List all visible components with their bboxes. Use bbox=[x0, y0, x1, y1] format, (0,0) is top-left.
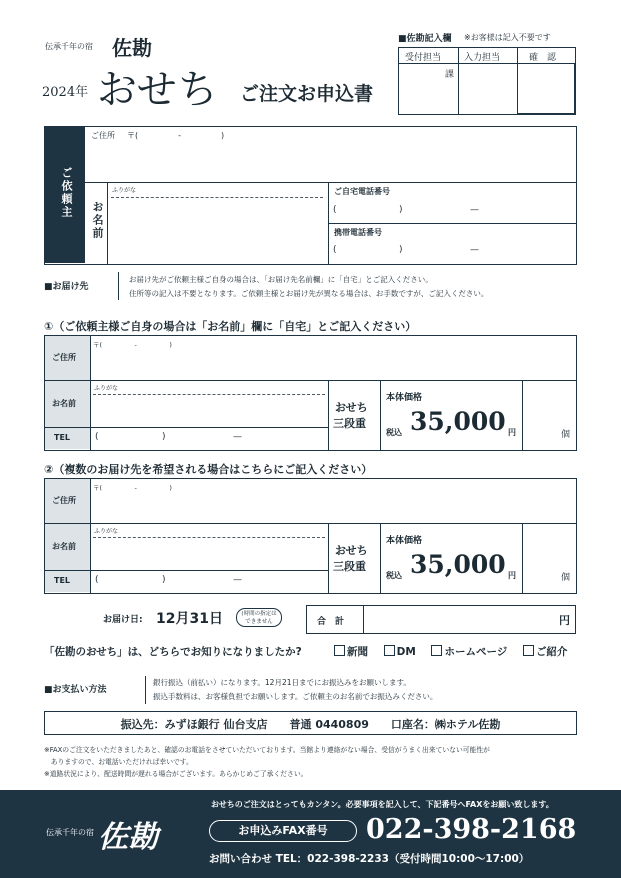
r1-name-field[interactable] bbox=[92, 396, 326, 426]
r2-price: 35,000 bbox=[410, 550, 506, 579]
payment-label: ■お支払い方法 bbox=[44, 685, 107, 695]
office-note: ※お客様は記入不要です bbox=[464, 33, 551, 42]
r2-product-2: 三段重 bbox=[333, 560, 366, 573]
home-phone-open: ( bbox=[333, 205, 337, 215]
r2-tel-label: TEL bbox=[54, 576, 71, 585]
r1-tel-open: ( bbox=[95, 432, 99, 442]
recipient1-box bbox=[44, 335, 577, 451]
r2-quantity-field[interactable] bbox=[524, 525, 559, 590]
survey-option-homepage[interactable]: ホームページ bbox=[431, 646, 507, 658]
r1-furigana: ふりがな bbox=[94, 385, 119, 392]
delivery-note-2: 住所等の記入は不要となります。ご依頼主様とお届け先が異なる場合は、お手数ですが、ご記入ください。 bbox=[129, 289, 489, 298]
total-box bbox=[306, 605, 576, 634]
requester-address-field[interactable] bbox=[87, 141, 575, 181]
requester-side-label: ご依頼主 bbox=[60, 167, 73, 219]
delivery-label: ■お届け先 bbox=[44, 282, 89, 292]
r1-yen: 円 bbox=[508, 428, 516, 437]
r1-address-label: ご住所 bbox=[52, 353, 76, 362]
time-note-1: (時間の指定は bbox=[241, 611, 277, 617]
header-tagline: 伝承千年の宿 bbox=[45, 42, 93, 51]
r2-tax-label: 税込 bbox=[386, 571, 402, 580]
form-title: ご注文お申込書 bbox=[240, 83, 374, 105]
recipient2-box bbox=[44, 478, 577, 594]
bank-box bbox=[44, 711, 577, 735]
payment-line-2: 振込手数料は、お客様負担でお願いします。ご依頼主のお名前でお振込みください。 bbox=[153, 692, 438, 701]
requester-postal: 〒( - ) bbox=[127, 131, 225, 140]
requester-furigana: ふりがな bbox=[112, 187, 137, 194]
r2-tel-dash: — bbox=[233, 575, 242, 585]
r2-price-label: 本体価格 bbox=[386, 536, 423, 546]
office-box bbox=[398, 47, 576, 115]
total-field[interactable] bbox=[365, 608, 555, 630]
mobile-close: ) bbox=[399, 245, 403, 255]
fax-number[interactable]: 022-398-2168 bbox=[366, 814, 577, 845]
home-phone-dash: — bbox=[470, 205, 479, 215]
r2-name-field[interactable] bbox=[92, 539, 326, 569]
r2-name-label: お名前 bbox=[52, 542, 76, 551]
header-year: 2024年 bbox=[42, 85, 89, 100]
total-yen: 円 bbox=[559, 614, 570, 627]
r2-unit: 個 bbox=[561, 573, 571, 583]
r1-tax-label: 税込 bbox=[386, 428, 402, 437]
checkbox-icon bbox=[523, 645, 534, 656]
r2-postal: 〒( - ) bbox=[93, 484, 172, 492]
section2-heading: ②（複数のお届け先を希望される場合はこちらにご記入ください） bbox=[44, 463, 373, 476]
office-confirm-cell[interactable] bbox=[517, 63, 575, 114]
delivery-date: 12月31日 bbox=[156, 611, 223, 627]
note-2: ありますので、お電話いただければ幸いです。 bbox=[44, 758, 193, 766]
r2-tel-open: ( bbox=[95, 575, 99, 585]
r1-product-1: おせち bbox=[335, 401, 368, 414]
survey-option-dm[interactable]: DM bbox=[384, 646, 416, 658]
r1-price-label: 本体価格 bbox=[386, 393, 423, 403]
survey-options bbox=[334, 644, 567, 659]
total-label: 合 計 bbox=[317, 617, 345, 627]
home-phone-label: ご自宅電話番号 bbox=[334, 187, 390, 196]
footer-logo: 佐勘 bbox=[98, 820, 158, 855]
home-phone-field[interactable] bbox=[331, 199, 574, 221]
r1-address-field[interactable] bbox=[92, 348, 574, 378]
time-note-pill bbox=[236, 608, 282, 627]
r2-tel-field[interactable] bbox=[92, 572, 326, 591]
section1-heading: ①（ご依頼主様ご自身の場合は「お名前」欄に「自宅」とご記入ください） bbox=[44, 320, 417, 333]
r1-product-2: 三段重 bbox=[333, 417, 366, 430]
r2-address-field[interactable] bbox=[92, 491, 574, 521]
survey-option-referral[interactable]: ご紹介 bbox=[523, 646, 568, 658]
office-dept: 課 bbox=[445, 70, 455, 80]
checkbox-icon bbox=[334, 645, 345, 656]
requester-side-label-bg bbox=[45, 127, 85, 263]
survey-option-newspaper[interactable]: 新聞 bbox=[334, 646, 368, 658]
mobile-dash: — bbox=[470, 245, 479, 255]
requester-box bbox=[44, 126, 577, 265]
header-osechi: おせち bbox=[97, 67, 219, 113]
mobile-open: ( bbox=[333, 245, 337, 255]
office-col-confirm: 確 認 bbox=[529, 53, 557, 63]
checkbox-icon bbox=[384, 645, 395, 656]
r2-yen: 円 bbox=[508, 571, 516, 580]
r1-postal: 〒( - ) bbox=[93, 341, 172, 349]
r1-tel-close: ) bbox=[162, 432, 166, 442]
r2-tel-close: ) bbox=[162, 575, 166, 585]
r2-address-label: ご住所 bbox=[52, 496, 76, 505]
mobile-field[interactable] bbox=[331, 239, 574, 261]
delivery-note-1: お届け先がご依頼主様ご自身の場合は、「お届け先名前欄」に「自宅」とご記入ください。 bbox=[129, 275, 433, 284]
home-phone-close: ) bbox=[399, 205, 403, 215]
delivery-date-label: お届け日: bbox=[103, 615, 143, 625]
r1-price: 35,000 bbox=[410, 407, 506, 436]
header-brand: 佐勘 bbox=[112, 36, 152, 60]
footer-tagline: 伝承千年の宿 bbox=[46, 828, 94, 837]
r1-tel-label: TEL bbox=[54, 433, 71, 442]
fax-label-pill: お申込みFAX番号 bbox=[209, 820, 357, 842]
r1-unit: 個 bbox=[561, 430, 571, 440]
note-1: ※FAXのご注文をいただきましたあと、確認のお電話をさせていただいております。当館より連絡がない場合、受信がうまく出来ていない可能性が bbox=[44, 746, 490, 754]
requester-name-field[interactable] bbox=[109, 199, 327, 261]
office-title: ■佐勘記入欄 bbox=[398, 34, 452, 44]
r1-tel-dash: — bbox=[233, 432, 242, 442]
checkbox-icon bbox=[431, 645, 442, 656]
mobile-label: 携帯電話番号 bbox=[334, 228, 382, 237]
office-col-reception: 受付担当 bbox=[405, 53, 442, 63]
r1-tel-field[interactable] bbox=[92, 429, 326, 448]
r1-quantity-field[interactable] bbox=[524, 382, 559, 447]
time-note-2: できません bbox=[245, 619, 273, 625]
requester-address-label: ご住所 bbox=[91, 131, 115, 140]
footer bbox=[0, 790, 621, 878]
contact-info[interactable]: お問い合わせ TEL：022-398-2233（受付時間10:00～17:00） bbox=[209, 853, 530, 865]
r2-product-1: おせち bbox=[335, 544, 368, 557]
survey-question: 「佐勘のおせち」は、どちらでお知りになりましたか? bbox=[44, 646, 302, 658]
payment-line-1: 銀行振込（前払い）になります。12月21日までにお振込みをお願いします。 bbox=[153, 678, 411, 687]
footer-lead: おせちのご注文はとってもカンタン。必要事項を記入して、下記番号へFAXをお願い致します。 bbox=[211, 800, 554, 809]
note-3: ※道路状況により、配送時間が遅れる場合がございます。あらかじめご了承ください。 bbox=[44, 770, 308, 778]
office-col-input: 入力担当 bbox=[464, 53, 501, 63]
bank-info: 振込先：みずほ銀行 仙台支店 普通 0440809 口座名：㈱ホテル佐勘 bbox=[120, 718, 501, 731]
r1-name-label: お名前 bbox=[52, 399, 76, 408]
r2-furigana: ふりがな bbox=[94, 528, 119, 535]
requester-name-label: お名前 bbox=[91, 201, 104, 240]
